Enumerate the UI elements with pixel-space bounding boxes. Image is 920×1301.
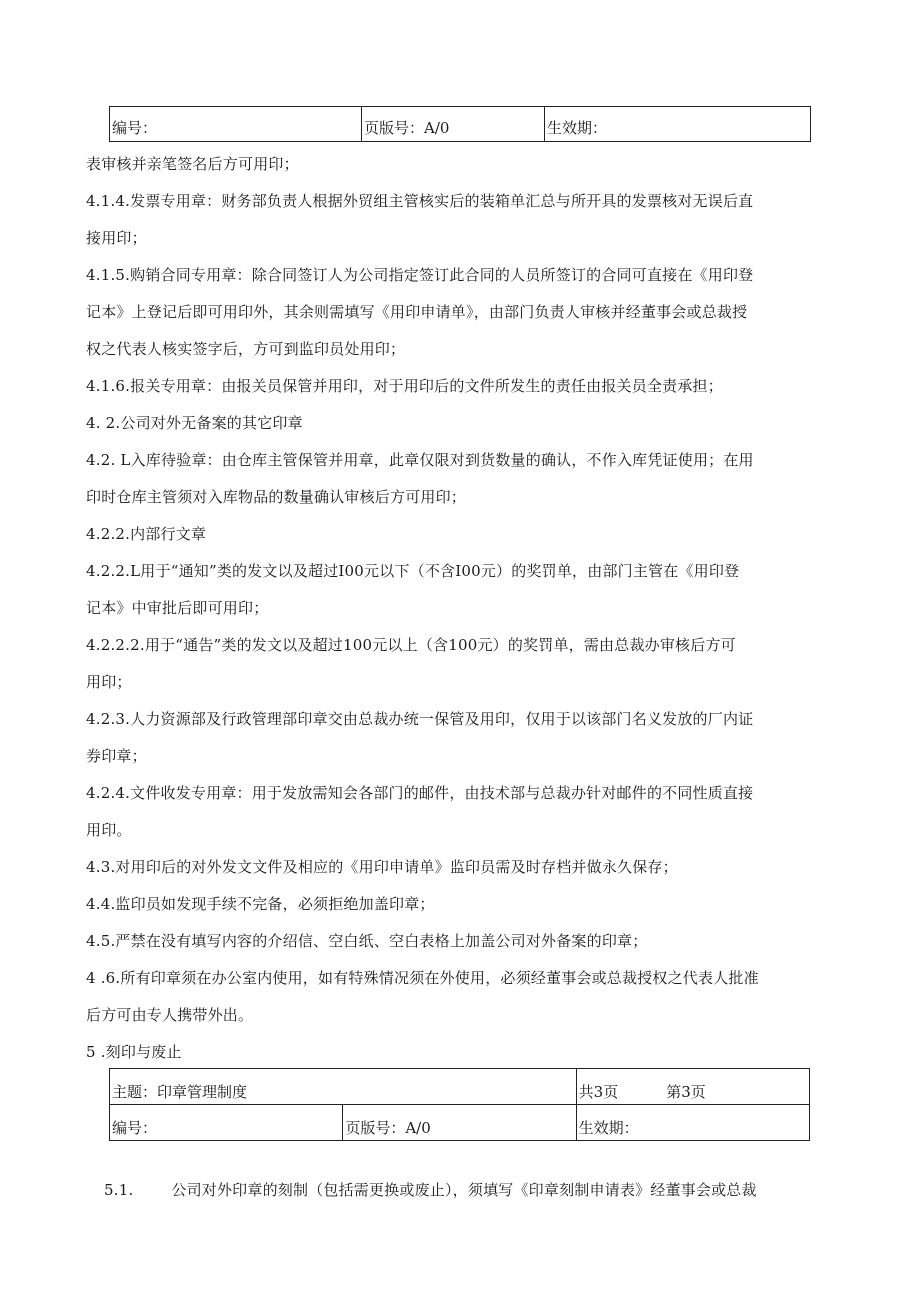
current-page: 第3页 [666,1083,706,1101]
paragraph-line: 4. 2.公司对外无备案的其它印章 [86,414,303,432]
paragraph-line: 4.1.6.报关专用章：由报关员保管并用印，对于用印后的文件所发生的责任由报关员全责承担； [86,377,723,395]
paragraph [86,405,846,442]
paragraph-line: 印时仓库主管须对入库物品的数量确认审核后方可用印； [86,488,467,506]
paragraph [86,886,846,923]
paragraph-line: 用印。 [86,821,132,839]
header-row [110,107,811,142]
paragraph-line: 记本》中审批后即可用印； [86,599,269,617]
subject-cell: 主题：印章管理制度 [110,1069,577,1105]
paragraph [86,146,846,183]
paragraph-line: 4.2.2.L用于“通知”类的发文以及超过I00元以下（不含I00元）的奖罚单，由部门主管在《用印登 [86,562,740,580]
paragraph [86,442,846,516]
paragraph [86,257,846,368]
effective-date-cell: 生效期： [545,107,811,142]
page-version-cell: 页版号：A/0 [343,1105,576,1141]
paragraph-line: 4 .6.所有印章须在办公室内使用，如有特殊情况须在外使用，必须经董事会或总裁授权之代表人批准 [86,969,759,987]
effective-date-cell: 生效期： [576,1105,809,1141]
clause-text: 公司对外印章的刻制（包括需更换或废止），须填写《印章刻制申请表》经董事会或总裁 [171,1181,757,1199]
paragraph-line: 表审核并亲笔签名后方可用印； [86,155,299,173]
paragraph [86,960,846,1034]
paragraph-line: 4.2.2.2.用于“通告”类的发文以及超过100元以上（含100元）的奖罚单，需由总裁办审核后方可 [86,636,736,654]
header-table-top [109,106,811,142]
paragraph-line: 4.4.监印员如发现手续不完备，必须拒绝加盖印章； [86,895,435,913]
clause-number: 5.1. [104,1181,134,1199]
paragraph-line: 4.2. L入库待验章：由仓库主管保管并用章，此章仅限对到货数量的确认，不作入库凭证使用；在用 [86,451,754,469]
footer-paragraph [104,1172,864,1209]
paragraph [86,849,846,886]
header-table-bottom [109,1068,810,1141]
paragraph-line: 4.2.4.文件收发专用章：用于发放需知会各部门的邮件，由技术部与总裁办针对邮件的不同性质直接 [86,784,754,802]
paragraph [86,1034,846,1071]
paragraph-line: 5 .刻印与废止 [86,1043,182,1061]
paragraph-line: 券印章； [86,747,147,765]
paragraph [86,627,846,701]
paragraph [86,553,846,627]
header-row [110,1105,810,1141]
paragraph-line: 4.1.5.购销合同专用章：除合同签订人为公司指定签订此合同的人员所签订的合同可直接在《用印登 [86,266,754,284]
paragraph [86,701,846,775]
subject-row [110,1069,810,1105]
doc-number-cell: 编号： [110,107,362,142]
paragraph-line: 后方可由专人携带外出。 [86,1006,254,1024]
paragraph-line: 4.5.严禁在没有填写内容的介绍信、空白纸、空白表格上加盖公司对外备案的印章； [86,932,648,950]
paragraph-line: 4.2.2.内部行文章 [86,525,207,543]
paragraph-line: 4.1.4.发票专用章：财务部负责人根据外贸组主管核实后的装箱单汇总与所开具的发票核对无误后直 [86,192,754,210]
paragraph [86,923,846,960]
paragraph-line: 4.3.对用印后的对外发文文件及相应的《用印申请单》监印员需及时存档并做永久保存； [86,858,678,876]
paragraph [86,775,846,849]
doc-number-cell: 编号： [110,1105,343,1141]
paragraph-line: 用印； [86,673,132,691]
paragraph-line: 权之代表人核实签字后，方可到监印员处用印； [86,340,406,358]
page-version-cell: 页版号：A/0 [362,107,545,142]
paragraph [86,183,846,257]
pages-cell [576,1069,809,1105]
paragraph-line: 记本》上登记后即可用印外，其余则需填写《用印申请单》，由部门负责人审核并经董事会或总裁授 [86,303,748,321]
paragraph-line: 4.2.3.人力资源部及行政管理部印章交由总裁办统一保管及用印，仅用于以该部门名义发放的厂内证 [86,710,754,728]
paragraph [86,516,846,553]
total-pages: 共3页 [578,1083,619,1101]
paragraph-line: 接用印； [86,229,147,247]
paragraph [86,368,846,405]
